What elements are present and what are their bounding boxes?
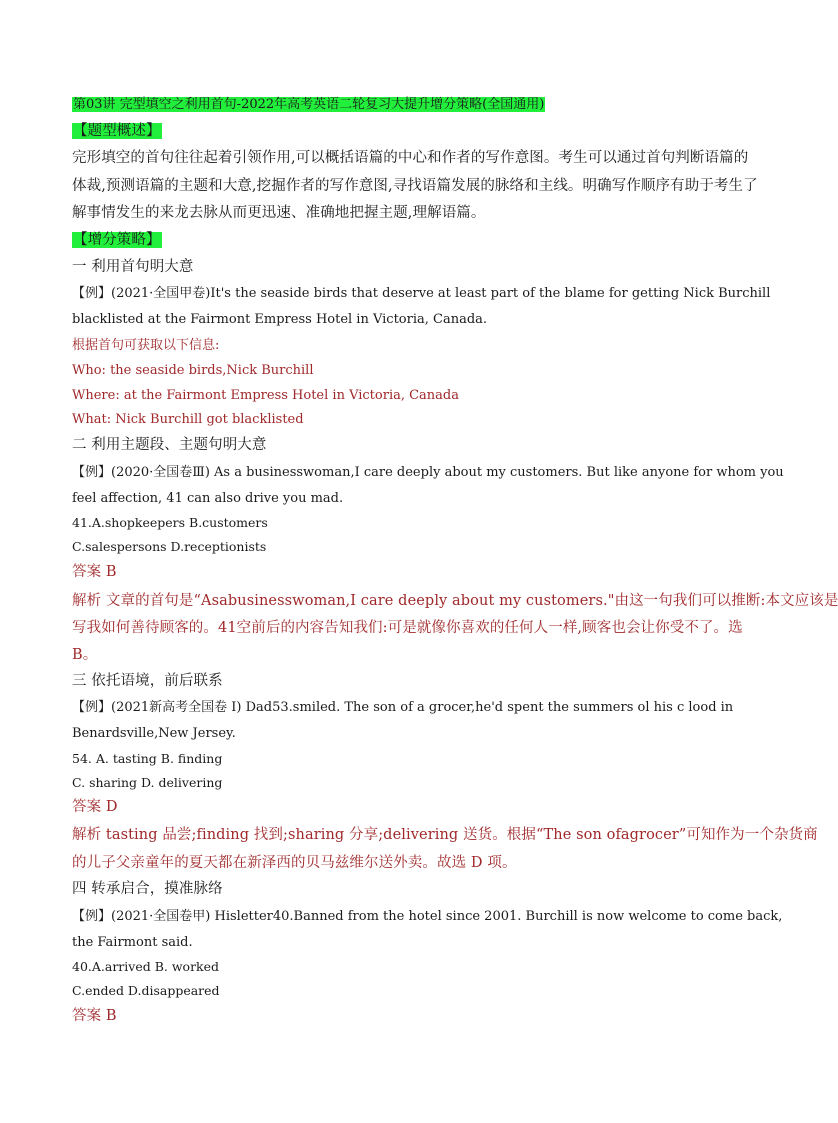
section-heading: 四 转承启合，摸准脉络 (72, 881, 223, 897)
section-heading: 一 利用首句明大意 (72, 259, 194, 275)
option-line: C. sharing D. delivering (72, 775, 223, 790)
overview-line: 解事情发生的来龙去脉从而更迅速、准确地把握主题,理解语篇。 (72, 205, 486, 221)
option-line: 41.A.shopkeepers B.customers (72, 515, 268, 530)
example-line: Benardsville,New Jersey. (72, 726, 236, 741)
overview-heading: 【题型概述】 (73, 123, 161, 139)
section-heading: 三 依托语境，前后联系 (72, 673, 223, 689)
example-line: 【例】(2021·全国卷甲) Hisletter40.Banned from the hotel since 2001. Burchill is now welcome to come back, (72, 909, 783, 924)
example-line: the Fairmont said. (72, 935, 193, 950)
answer-line: 答案 B (72, 564, 117, 580)
info-line: Where: at the Fairmont Empress Hotel in Victoria, Canada (72, 388, 460, 403)
analysis-line: 的儿子父亲童年的夏天都在新泽西的贝马兹维尔送外卖。故选 D 项。 (72, 855, 517, 871)
analysis-line: B。 (72, 647, 98, 663)
example-line: 【例】(2021新高考全国卷 I) Dad53.smiled. The son of a grocer,he'd spent the summers ol his c lood in (72, 700, 734, 715)
answer-line: 答案 B (72, 1008, 117, 1024)
example-line: feel affection, 41 can also drive you mad. (72, 491, 344, 506)
overview-line: 体裁,预测语篇的主题和大意,挖掘作者的写作意图,寻找语篇发展的脉络和主线。明确写作顺序有助于考生了 (72, 178, 758, 194)
example-line: blacklisted at the Fairmont Empress Hotel in Victoria, Canada. (72, 312, 488, 327)
overview-line: 完形填空的首句往往起着引领作用,可以概括语篇的中心和作者的写作意图。考生可以通过首句判断语篇的 (72, 150, 749, 166)
info-line: 根据首句可获取以下信息: (72, 338, 220, 353)
example-line: 【例】(2021·全国甲卷)It's the seaside birds that deserve at least part of the blame for getting Nick Burchill (72, 286, 771, 301)
analysis-line: 解析 tasting 品尝;finding 找到;sharing 分享;delivering 送货。根据“The son ofagrocer”可知作为一个杂货商 (72, 827, 818, 843)
doc-title: 第03讲 完型填空之利用首句-2022年高考英语二轮复习大提升增分策略(全国通用) (73, 97, 545, 112)
strategy-heading: 【增分策略】 (73, 232, 161, 248)
option-line: 54. A. tasting B. finding (72, 751, 223, 766)
example-line: 【例】(2020·全国卷Ⅲ) As a businesswoman,I care deeply about my customers. But like anyone for whom you (72, 465, 784, 480)
info-line: What: Nick Burchill got blacklisted (72, 412, 304, 427)
option-line: 40.A.arrived B. worked (72, 959, 220, 974)
analysis-line: 解析 文章的首句是“Asabusinesswoman,I care deeply about my customers."由这一句我们可以推断:本文应该是 (72, 593, 838, 609)
option-line: C.ended D.disappeared (72, 983, 220, 998)
info-line: Who: the seaside birds,Nick Burchill (72, 363, 314, 378)
option-line: C.salespersons D.receptionists (72, 539, 267, 554)
section-heading: 二 利用主题段、主题句明大意 (72, 437, 267, 453)
answer-line: 答案 D (72, 799, 118, 815)
analysis-line: 写我如何善待顾客的。41空前后的内容告知我们:可是就像你喜欢的任何人一样,顾客也会让你受不了。选 (72, 620, 743, 636)
